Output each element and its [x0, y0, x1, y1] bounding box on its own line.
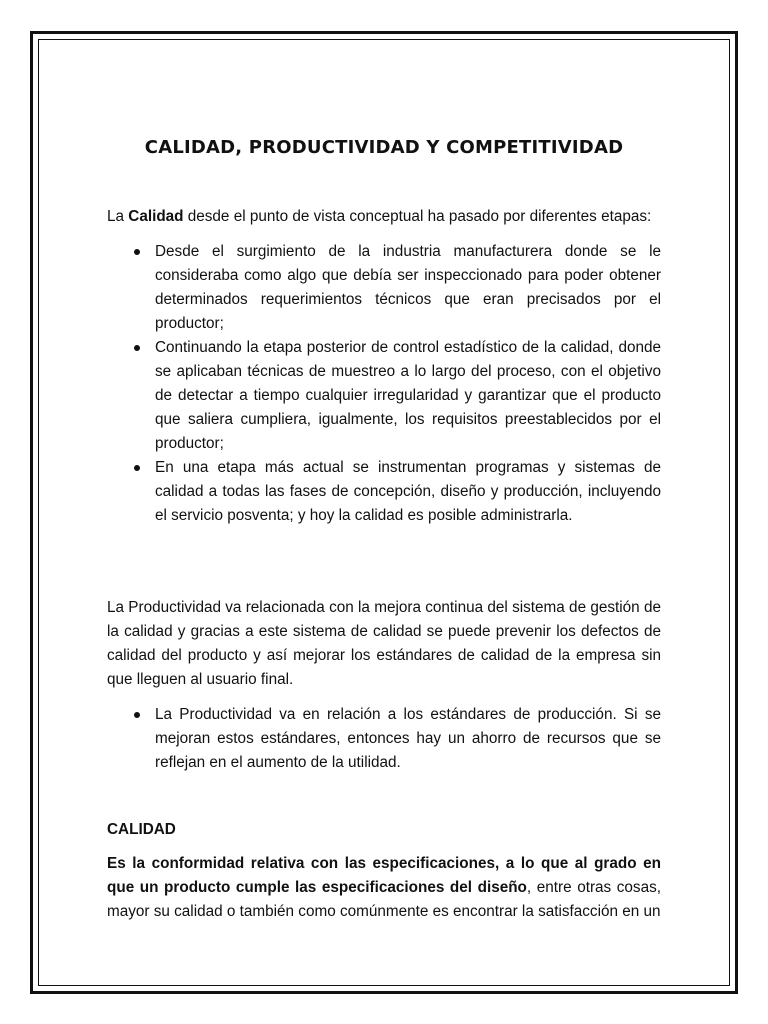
list-item-text: En una etapa más actual se instrumentan programas y sistemas de calidad a todas las fases de concepción, diseño y producción, incluyendo el servicio posventa; y hoy la calidad es posible administrarla. — [155, 459, 661, 524]
document-title: CALIDAD, PRODUCTIVIDAD Y COMPETITIVIDAD — [144, 137, 624, 158]
definition-paragraph — [107, 852, 661, 924]
bullet-icon — [134, 465, 140, 471]
bullet-icon — [134, 712, 140, 718]
intro-paragraph — [107, 205, 661, 229]
productivity-list — [107, 703, 661, 775]
intro-bold-term: Calidad — [128, 208, 184, 225]
intro-pre: La — [107, 208, 129, 225]
list-item — [107, 336, 661, 456]
bullet-icon — [134, 249, 140, 255]
definition-bold: Es la conformidad relativa con las especificaciones, a lo que al grado en que un producto cumple las especificaciones del diseño — [107, 855, 661, 896]
list-item — [107, 456, 661, 528]
section-heading-calidad: CALIDAD — [107, 821, 176, 838]
list-item-text: Continuando la etapa posterior de control estadístico de la calidad, donde se aplicaban técnicas de muestreo a lo largo del proceso, con el objetivo de detectar a tiempo cualquier irregularidad y garantizar que el producto que saliera cumpliera, igualmente, los requisitos preestablecidos por el productor; — [155, 339, 661, 452]
list-item — [107, 703, 661, 775]
list-item-text: La Productividad va en relación a los estándares de producción. Si se mejoran estos estándares, entonces hay un ahorro de recursos que se reflejan en el aumento de la utilidad. — [155, 706, 661, 771]
productivity-paragraph: La Productividad va relacionada con la mejora continua del sistema de gestión de la calidad y gracias a este sistema de calidad se puede prevenir los defectos de calidad del producto y así mejorar los estándares de calidad de la empresa sin que lleguen al usuario final. — [107, 599, 661, 688]
quality-stages-list — [107, 240, 661, 528]
definition-post: , entre otras cosas, mayor su calidad o también como comúnmente es encontrar la satisfacción en un — [107, 879, 661, 920]
intro-post: desde el punto de vista conceptual ha pasado por diferentes etapas: — [183, 208, 652, 225]
list-item-text: Desde el surgimiento de la industria manufacturera donde se le consideraba como algo que debía ser inspeccionado para poder obtener determinados requerimientos técnicos que eran precisados por el productor; — [155, 243, 661, 332]
list-item — [107, 240, 661, 336]
bullet-icon — [134, 345, 140, 351]
